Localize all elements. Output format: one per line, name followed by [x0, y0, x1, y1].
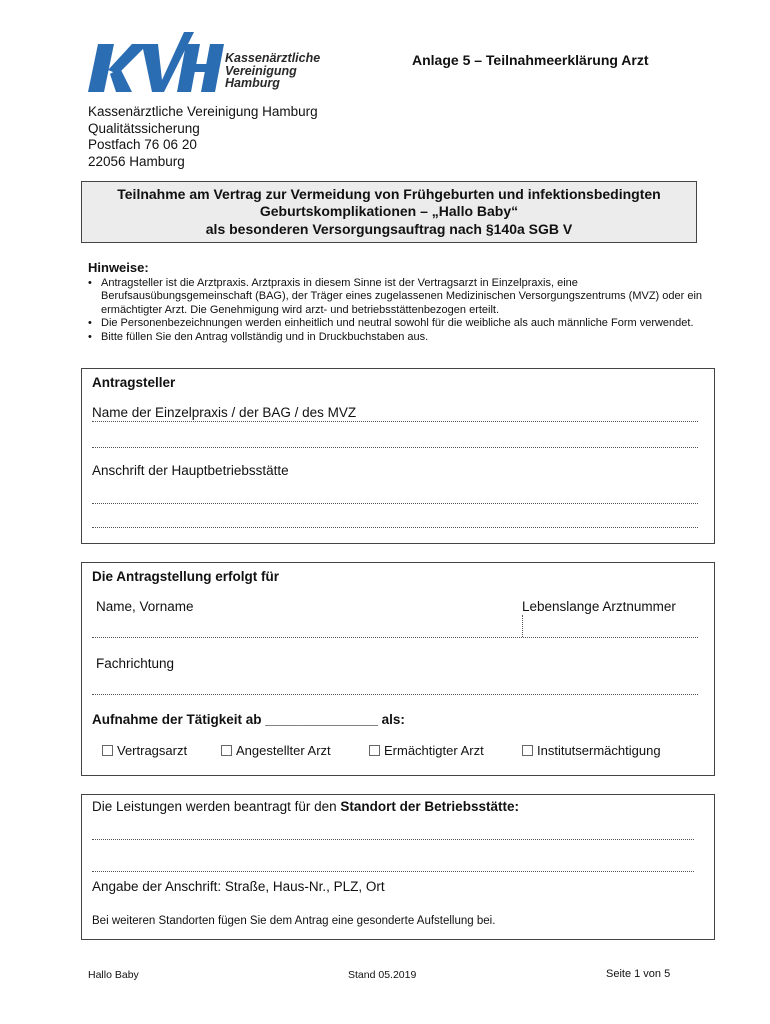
arztnummer-divider [522, 615, 523, 637]
praxis-name-label: Name der Einzelpraxis / der BAG / des MVZ [92, 405, 357, 420]
title-line-3: als besonderen Versorgungsauftrag nach §140a SGB V [205, 220, 573, 237]
option-vertragsarzt[interactable] [102, 743, 187, 758]
address-line-1: Kassenärztliche Vereinigung Hamburg [88, 104, 318, 119]
hinweis-item: • Die Personenbezeichnungen werden einheitlich und neutral sowohl für die weibliche als auch männliche Form verwendet. [88, 317, 708, 331]
standort-line-1[interactable] [92, 839, 694, 840]
address-line-4: 22056 Hamburg [88, 153, 185, 169]
hinweise-heading: Hinweise: [88, 260, 149, 275]
title-line-1: Teilnahme am Vertrag zur Vermeidung von Frühgeburten und infektionsbedingten [117, 185, 661, 202]
option-label: Ermächtigter Arzt [384, 743, 484, 758]
anschrift-line-2[interactable] [92, 527, 698, 528]
antragsteller-heading: Antragsteller [92, 375, 176, 390]
standort-intro-text: Die Leistungen werden beantragt für den [92, 799, 341, 814]
arztnummer-label: Lebenslange Arztnummer [522, 599, 676, 614]
logo-wordmark [225, 52, 320, 90]
antragsteller-box [81, 368, 715, 544]
hinweis-item: • Antragsteller ist die Arztpraxis. Arztpraxis in diesem Sinne ist der Vertragsarzt in Einzelpraxis, eine Berufsausübungsgemeinschaft (BAG), der Träger eines zugelassenen Medizinischen Versorgungszentrums (MVZ) oder ein ermächtigter Arzt. Die Genehmigung wird arzt- und betriebsstättenbezogen erteilt. [88, 277, 708, 318]
checkbox-icon[interactable] [522, 745, 533, 756]
recipient-address [88, 104, 318, 170]
logo-line-3: Hamburg [225, 76, 280, 90]
praxis-name-line-1[interactable] [92, 421, 698, 422]
praxis-name-line-2[interactable] [92, 447, 698, 448]
footer-right: Seite 1 von 5 [606, 968, 671, 980]
standort-intro [92, 799, 519, 814]
anschrift-label: Anschrift der Hauptbetriebsstätte [92, 463, 289, 478]
anschrift-line-1[interactable] [92, 503, 698, 504]
address-line-3: Postfach 76 06 20 [88, 137, 197, 152]
document-title-box [81, 181, 697, 243]
address-line-2: Qualitätssicherung [88, 120, 200, 136]
standort-anschrift-hint: Angabe der Anschrift: Straße, Haus-Nr., PLZ, Ort [92, 879, 385, 894]
standort-box [81, 794, 715, 940]
option-ermaechtigter-arzt[interactable] [369, 743, 484, 758]
fachrichtung-line[interactable] [92, 694, 698, 695]
logo-line-2: Vereinigung [225, 63, 297, 78]
kvh-logo-mark [88, 30, 228, 96]
option-label: Vertragsarzt [117, 743, 188, 758]
checkbox-icon[interactable] [221, 745, 232, 756]
checkbox-icon[interactable] [102, 745, 113, 756]
aufnahme-label: Aufnahme der Tätigkeit ab _______________ als: [92, 712, 405, 727]
option-label: Angestellter Arzt [236, 743, 331, 758]
checkbox-icon[interactable] [369, 745, 380, 756]
standort-intro-bold: Standort der Betriebsstätte: [340, 799, 519, 814]
name-vorname-line[interactable] [92, 637, 698, 638]
anlage-heading: Anlage 5 – Teilnahmeerklärung Arzt [412, 52, 649, 68]
hinweise-section [88, 261, 708, 344]
standort-line-2[interactable] [92, 871, 694, 872]
option-angestellter-arzt[interactable] [221, 743, 331, 758]
footer-center: Stand 05.2019 [348, 969, 417, 981]
hinweise-list [88, 277, 708, 345]
kvh-logo [88, 30, 328, 96]
standort-note: Bei weiteren Standorten fügen Sie dem Antrag eine gesonderte Aufstellung bei. [92, 915, 496, 927]
fachrichtung-label: Fachrichtung [96, 656, 175, 671]
logo-line-1: Kassenärztliche [225, 51, 321, 65]
antragstellung-heading: Die Antragstellung erfolgt für [92, 569, 280, 584]
title-line-2: Geburtskomplikationen – „Hallo Baby“ [259, 203, 519, 220]
option-institutsermaechtigung[interactable] [522, 743, 661, 758]
footer-left: Hallo Baby [88, 969, 139, 981]
hinweis-item: • Bitte füllen Sie den Antrag vollständig und in Druckbuchstaben aus. [88, 331, 708, 345]
antragstellung-box [81, 562, 715, 776]
option-label: Institutsermächtigung [537, 743, 661, 758]
name-vorname-label: Name, Vorname [96, 599, 194, 614]
